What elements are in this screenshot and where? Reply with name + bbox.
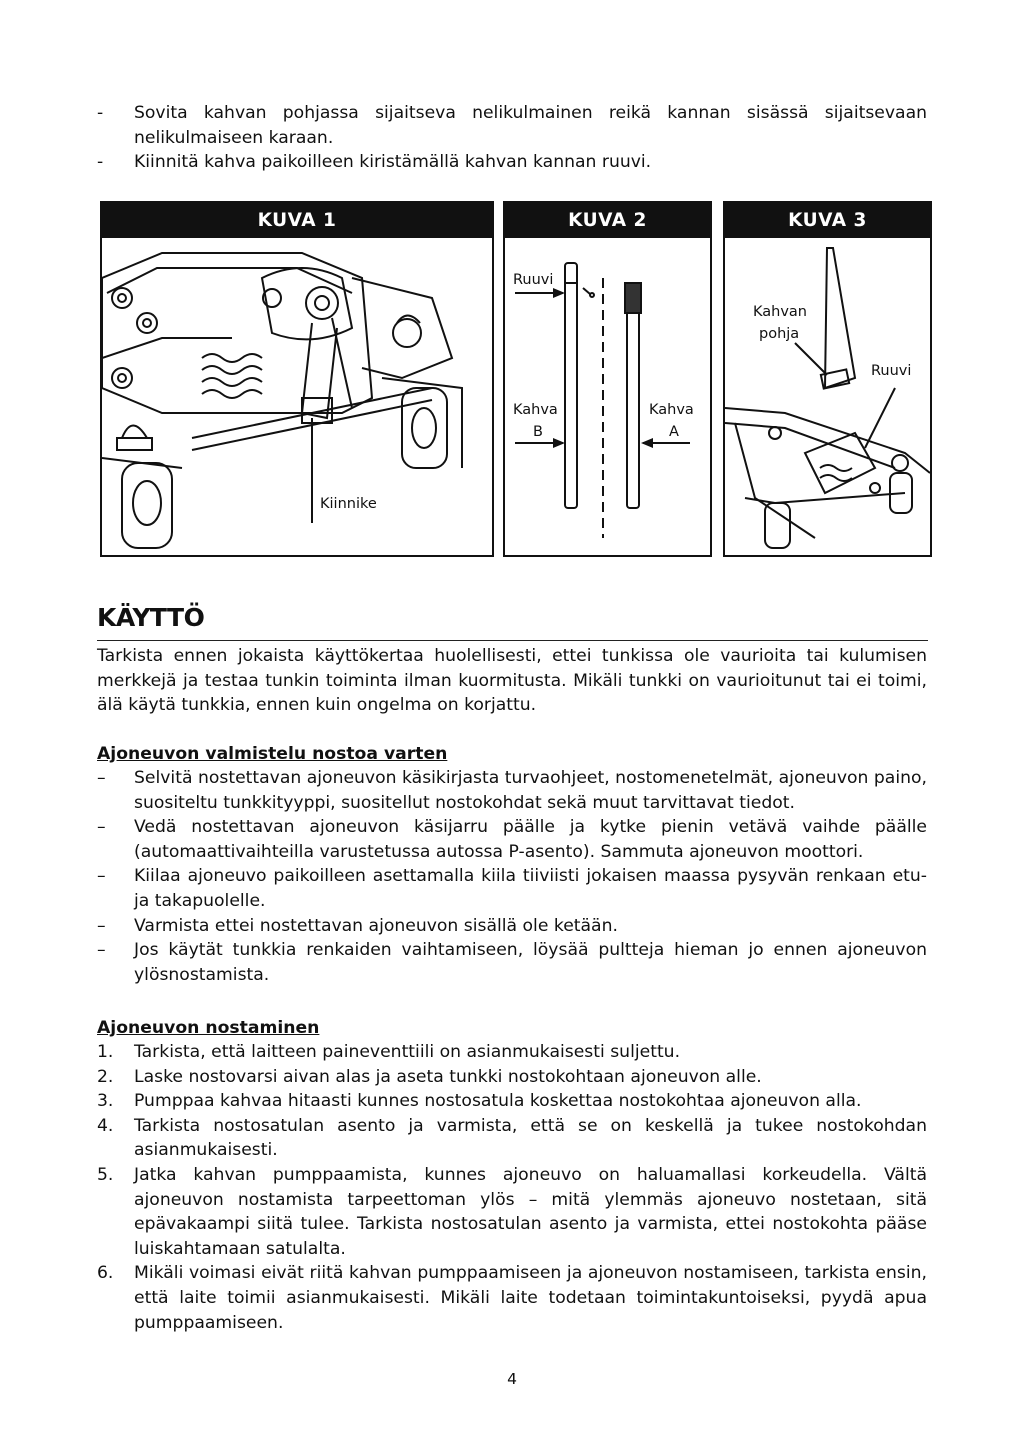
list-item (97, 938, 927, 987)
label-kahva-a-letter: A (669, 424, 679, 440)
label-kiinnike: Kiinnike (320, 496, 377, 512)
list-item (97, 1114, 927, 1163)
label-kahva-b: Kahva (513, 402, 558, 418)
label-pohja: pohja (759, 326, 800, 342)
bullet-marker: – (97, 866, 106, 887)
label-ruuvi: Ruuvi (871, 363, 912, 379)
label-ruuvi: Ruuvi (513, 272, 554, 288)
list-item (97, 815, 927, 864)
step-number: 4. (97, 1115, 114, 1136)
label-kahva-b-letter: B (533, 424, 543, 440)
page-number: 4 (507, 1370, 517, 1388)
bullet-marker: – (97, 768, 106, 788)
figure-title: KUVA 2 (505, 203, 710, 238)
bullet-text: Varmista ettei nostettavan ajoneuvon sisällä ole ketään. (134, 915, 618, 936)
lift-section (97, 1016, 927, 1335)
figure-kuva-3 (723, 201, 932, 557)
step-text: Laske nostovarsi aivan alas ja aseta tunkki nostokohtaan ajoneuvon alle. (134, 1066, 762, 1087)
list-item (97, 101, 927, 150)
step-number: 5. (97, 1164, 114, 1185)
bullet-marker: – (97, 915, 106, 936)
handle-parts-illustration (505, 238, 710, 555)
figure-kuva-1 (100, 201, 494, 557)
section-intro: Tarkista ennen jokaista käyttökertaa huolellisesti, ettei tunkissa ole vaurioita tai kulumisen merkkejä ja testaa tunkin toiminta ilman kuormitusta. Mikäli tunkki on vaurioitunut tai ei toimi, älä käytä tunkkia, ennen kuin ongelma on korjattu. (97, 646, 927, 716)
step-text: Jatka kahvan pumppaamista, kunnes ajoneuvo on haluamallasi korkeudella. Vältä ajoneuvon nostamista tarpeettoman ylös – mitä ylemmäs ajoneuvo nostetaan, sitä epävakaampi siitä tulee. Tarkista nostosatulan asento ja varmista, ettei nostokohta pääse luiskahtamaan satulalta. (134, 1164, 927, 1259)
label-kahva-a: Kahva (649, 402, 694, 418)
list-item (97, 864, 927, 913)
list-item (97, 1089, 927, 1114)
step-number: 1. (97, 1042, 114, 1062)
bullet-text: Vedä nostettavan ajoneuvon käsijarru päälle ja kytke pienin vetävä vaihde päälle (automaattivaihteilla varustetussa autossa P-asento). Sammuta ajoneuvon moottori. (134, 817, 927, 862)
list-item (97, 766, 927, 815)
handle-mount-illustration (725, 238, 930, 555)
bullet-text: Jos käytät tunkkia renkaiden vaihtamiseen, löysää pultteja hieman jo ennen ajoneuvon ylösnostamista. (134, 940, 927, 985)
list-item (97, 1261, 927, 1335)
step-text: Mikäli voimasi eivät riitä kahvan pumppaamiseen ja ajoneuvon nostamiseen, tarkista ensin, että laite toimii asianmukaisesti. Mikäli laite todetaan toimintakuntoiseksi, pyydä apua pumppaamiseen. (134, 1263, 927, 1333)
bullet-text: Kiinnitä kahva paikoilleen kiristämällä kahvan kannan ruuvi. (134, 152, 652, 173)
bullet-text: Kiilaa ajoneuvo paikoilleen asettamalla kiila tiiviisti jokaisen maassa pysyvän renkaan etu- ja takapuolelle. (134, 866, 927, 911)
step-text: Tarkista, että laitteen paineventtiili on asianmukaisesti suljettu. (134, 1042, 681, 1062)
bullet-text: Sovita kahvan pohjassa sijaitseva nelikulmainen reikä kannan sisässä sijaitsevaan nelikulmaiseen karaan. (134, 103, 927, 148)
step-text: Tarkista nostosatulan asento ja varmista, että se on keskellä ja tukee nostokohdan asianmukaisesti. (134, 1115, 927, 1161)
list-item (97, 1065, 927, 1090)
list-item (97, 1040, 927, 1065)
label-kahvan: Kahvan (753, 304, 807, 320)
step-number: 3. (97, 1091, 114, 1112)
bullet-marker: – (97, 940, 106, 961)
bullet-marker: - (97, 103, 104, 123)
heading-rule (97, 640, 928, 641)
step-number: 6. (97, 1263, 114, 1284)
step-number: 2. (97, 1066, 114, 1087)
figure-title: KUVA 3 (725, 203, 930, 238)
step-text: Pumppaa kahvaa hitaasti kunnes nostosatula koskettaa nostokohtaa ajoneuvon alla. (134, 1091, 862, 1112)
bullet-text: Selvitä nostettavan ajoneuvon käsikirjasta turvaohjeet, nostomenetelmät, ajoneuvon paino, suositeltu tunkkityyppi, suositellut nostokohdat sekä muut tarvittavat tiedot. (134, 768, 927, 813)
section-heading: KÄYTTÖ (97, 603, 205, 632)
list-item (97, 914, 927, 939)
figure-kuva-2 (503, 201, 712, 557)
list-item (97, 150, 927, 175)
prep-section (97, 742, 927, 987)
figure-title: KUVA 1 (102, 203, 492, 238)
list-item (97, 1163, 927, 1261)
lift-heading: Ajoneuvon nostaminen (97, 1018, 320, 1038)
bullet-marker: - (97, 152, 104, 173)
jack-mechanism-illustration (102, 238, 492, 555)
bullet-marker: – (97, 817, 106, 838)
intro-bullet-list (97, 101, 927, 175)
prep-heading: Ajoneuvon valmistelu nostoa varten (97, 744, 448, 764)
